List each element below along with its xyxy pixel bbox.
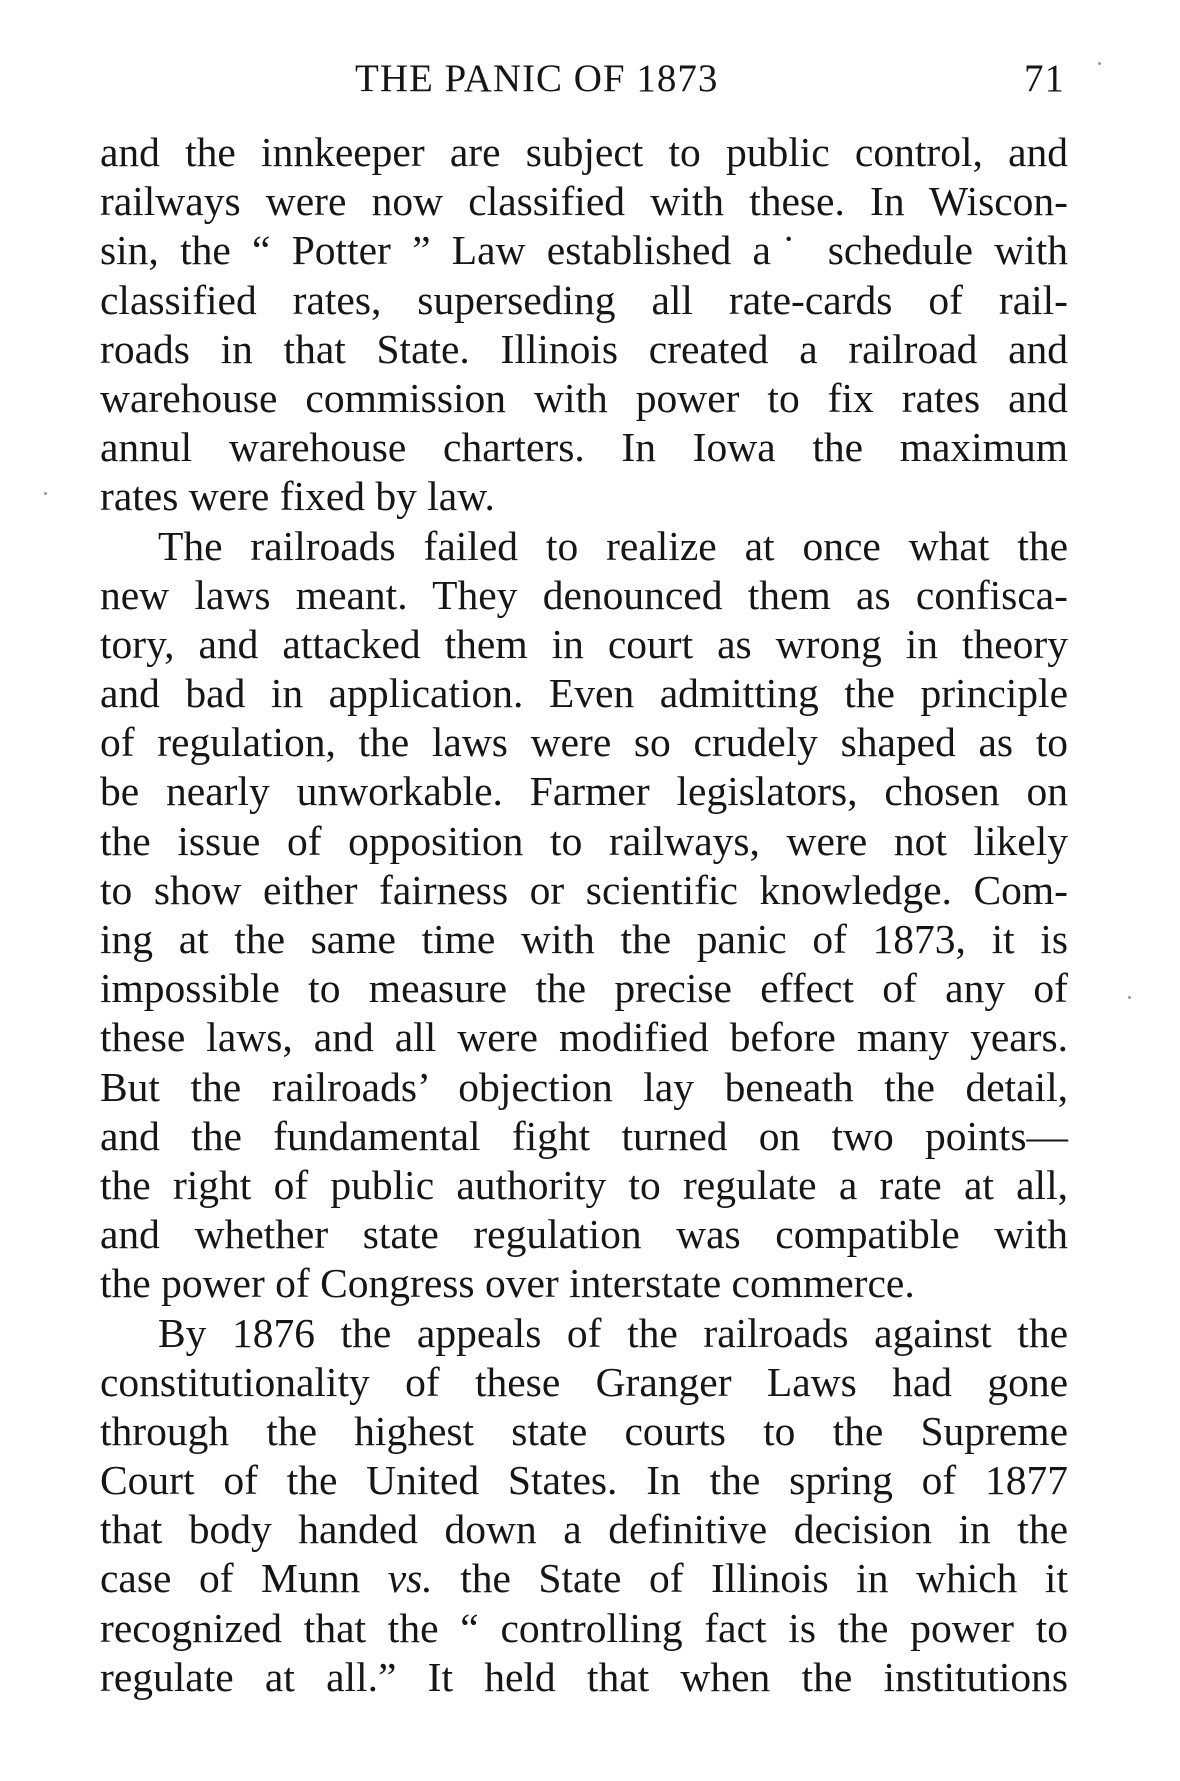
text-line: Court of the United States. In the spring of 1877 [100, 1457, 1068, 1504]
text-line: the issue of opposition to railways, were not likely [100, 817, 1068, 864]
running-title: THE PANIC OF 1873 [355, 57, 719, 100]
print-speck [1128, 996, 1131, 999]
text-line: and the fundamental fight turned on two points— [100, 1112, 1068, 1159]
paragraph [100, 522, 1068, 1309]
text-line: through the highest state courts to the Supreme [100, 1407, 1068, 1454]
text-line: classified rates, superseding all rate-cards of rail- [100, 276, 1068, 323]
running-header [355, 56, 1065, 112]
text-line: be nearly unworkable. Farmer legislators, chosen on [100, 768, 1068, 815]
print-speck [1098, 62, 1101, 65]
paragraph [100, 128, 1068, 522]
text-line: and the innkeeper are subject to public control, and [100, 129, 1068, 175]
text-line: ing at the same time with the panic of 1873, it is [100, 916, 1068, 962]
body-text [100, 128, 1068, 1702]
text-line: and bad in application. Even admitting the principle [100, 670, 1068, 717]
text-line: railways were now classified with these. In Wiscon- [100, 178, 1068, 225]
text-line: case of Munn vs. the State of Illinois in which it [100, 1555, 1068, 1602]
page-number: 71 [1024, 57, 1065, 100]
paragraph [100, 1309, 1068, 1703]
text-line: warehouse commission with power to fix rates and [100, 374, 1068, 421]
text-line: impossible to measure the precise effect of any of [100, 965, 1068, 1012]
print-speck [44, 492, 47, 495]
text-line: The railroads failed to realize at once what the [158, 522, 1068, 569]
text-line: But the railroads’ objection lay beneath the detail, [100, 1063, 1068, 1110]
text-line: the right of public authority to regulate a rate at all, [100, 1161, 1068, 1208]
text-line: roads in that State. Illinois created a railroad and [100, 325, 1068, 372]
text-line: that body handed down a definitive decision in the [100, 1506, 1068, 1553]
text-line: sin, the “ Potter ” Law established a˙ schedule with [100, 227, 1068, 274]
text-line: and whether state regulation was compatible with [100, 1211, 1068, 1258]
text-line: recognized that the “ controlling fact is the power to [100, 1604, 1068, 1651]
text-line: constitutionality of these Granger Laws had gone [100, 1358, 1068, 1405]
text-line: these laws, and all were modified before many years. [100, 1014, 1068, 1061]
text-line: regulate at all.” It held that when the institutions [100, 1653, 1068, 1700]
text-line: By 1876 the appeals of the railroads against the [158, 1309, 1068, 1356]
text-line: to show either fairness or scientific knowledge. Com- [100, 866, 1068, 913]
text-line: the power of Congress over interstate commerce. [100, 1260, 915, 1307]
text-line: new laws meant. They denounced them as confisca- [100, 571, 1068, 618]
text-line: tory, and attacked them in court as wrong in theory [100, 620, 1068, 667]
text-line: of regulation, the laws were so crudely shaped as to [100, 719, 1068, 766]
text-line: rates were fixed by law. [100, 473, 495, 520]
text-line: annul warehouse charters. In Iowa the maximum [100, 424, 1068, 471]
